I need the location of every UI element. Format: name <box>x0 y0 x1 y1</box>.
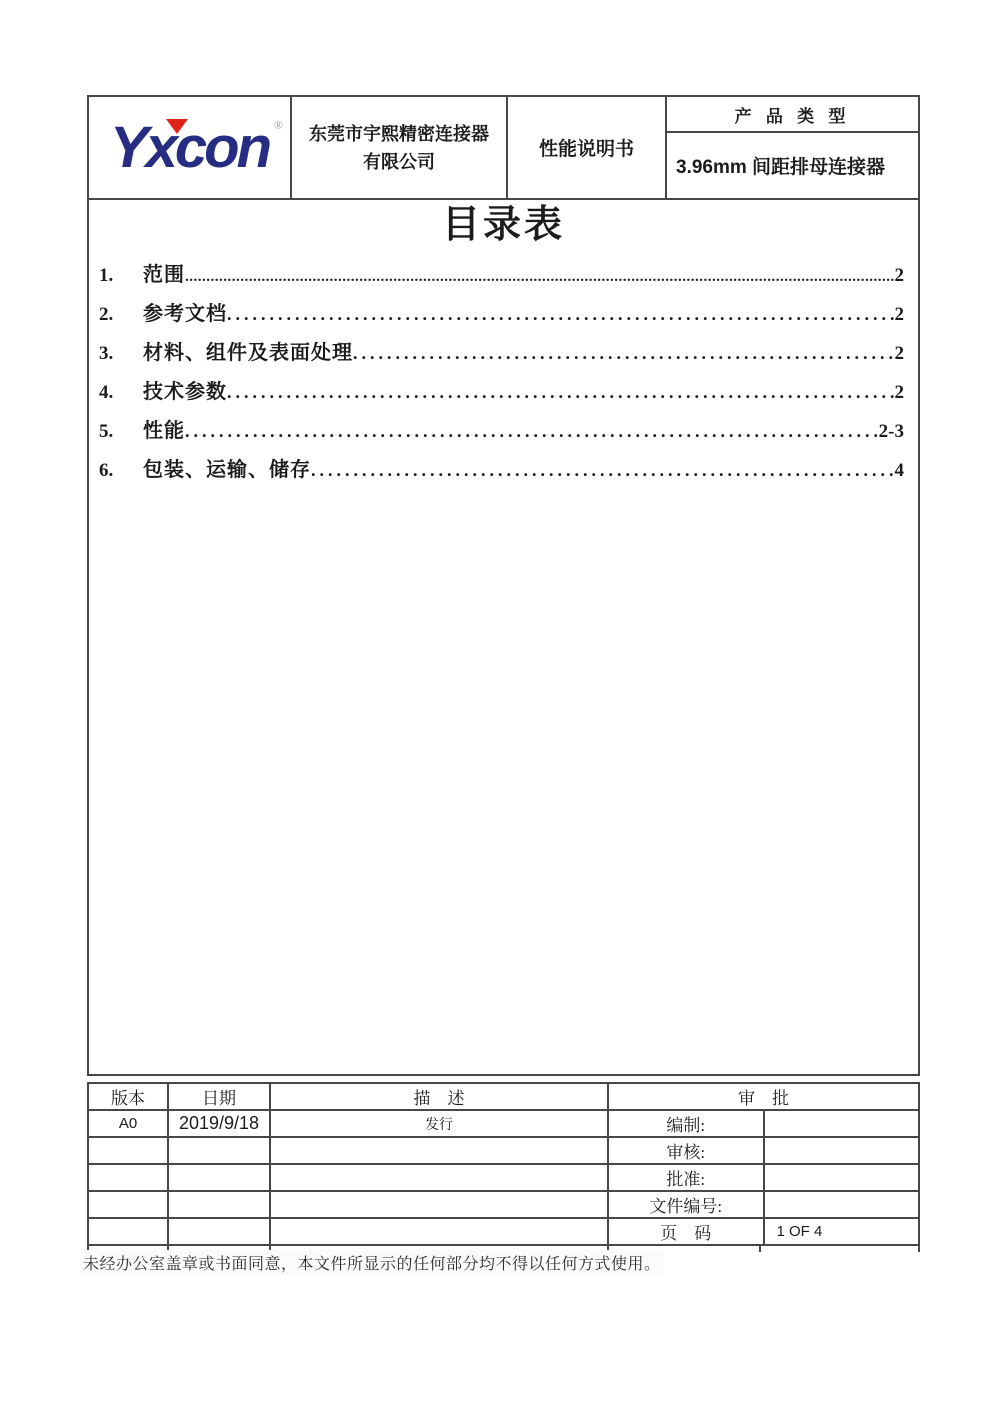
version-header: 版本 <box>88 1083 168 1110</box>
page-number-value-cell: 1 OF 4 <box>764 1218 920 1245</box>
toc-list <box>89 258 918 492</box>
revision-header-row <box>88 1083 919 1110</box>
version-cell: A0 <box>88 1110 168 1137</box>
toc-entry-page: 2-3 <box>878 421 904 442</box>
toc-entry-page: 4 <box>894 460 904 481</box>
version-cell <box>88 1218 168 1245</box>
page-number-label-cell: 页 码 <box>608 1218 764 1245</box>
toc-dot-leader <box>227 382 895 403</box>
toc-entry-label: 技术参数 <box>143 381 227 403</box>
toc-entry-number: 6. <box>99 460 114 481</box>
approval-label-cell: 编制: <box>608 1110 764 1137</box>
toc-entry-materials <box>89 336 918 375</box>
description-cell <box>270 1191 608 1218</box>
version-cell <box>88 1137 168 1164</box>
toc-entry-label: 参考文档 <box>143 303 227 325</box>
date-cell <box>168 1137 270 1164</box>
toc-dot-leader <box>353 343 895 364</box>
toc-entry-packaging <box>89 453 918 492</box>
approval-label-cell: 文件编号: <box>608 1191 764 1218</box>
description-cell: 发行 <box>270 1110 608 1137</box>
company-name-line1: 东莞市宇熙精密连接器 <box>309 123 489 144</box>
description-cell <box>270 1218 608 1245</box>
table-row <box>88 1218 919 1245</box>
toc-entry-performance <box>89 414 918 453</box>
toc-dot-leader <box>185 269 895 286</box>
date-cell <box>168 1218 270 1245</box>
company-name-line2: 有限公司 <box>363 151 435 172</box>
toc-entry-number: 3. <box>99 343 114 364</box>
company-name-cell <box>290 97 506 198</box>
approval-header: 审 批 <box>608 1083 919 1110</box>
date-cell <box>168 1191 270 1218</box>
toc-entry-label: 范围 <box>143 264 185 286</box>
approval-value-cell <box>764 1137 920 1164</box>
toc-entry-page: 2 <box>894 382 904 403</box>
table-row <box>88 1110 919 1137</box>
toc-entry-number: 1. <box>99 265 114 286</box>
toc-dot-leader <box>185 421 879 442</box>
toc-dot-leader <box>227 304 895 325</box>
toc-dot-leader <box>311 460 895 481</box>
toc-entry-page: 2 <box>894 304 904 325</box>
doc-type-cell <box>506 97 665 198</box>
logo-text: Yxcon <box>109 114 270 180</box>
toc-entry-page: 2 <box>894 265 904 286</box>
toc-entry-number: 5. <box>99 421 114 442</box>
approval-value-cell <box>764 1164 920 1191</box>
toc-entry-label: 包装、运输、储存 <box>143 459 311 481</box>
header-table <box>87 95 920 200</box>
approval-label-cell: 批准: <box>608 1164 764 1191</box>
product-type-cell <box>665 97 918 198</box>
company-logo <box>109 114 284 180</box>
toc-entry-page: 2 <box>894 343 904 364</box>
toc-entry-label: 材料、组件及表面处理 <box>143 342 353 364</box>
logo-cell <box>89 97 290 198</box>
toc-entry-number: 4. <box>99 382 114 403</box>
toc-entry-references <box>89 297 918 336</box>
product-name: 3.96mm 间距排母连接器 <box>676 157 886 178</box>
description-cell <box>270 1164 608 1191</box>
toc-box <box>87 200 920 1076</box>
registered-trademark-icon: ® <box>273 117 284 132</box>
description-header: 描 述 <box>270 1083 608 1110</box>
description-cell <box>270 1137 608 1164</box>
revision-table <box>87 1082 920 1246</box>
logo-triangle-icon <box>166 119 188 134</box>
table-row <box>88 1191 919 1218</box>
toc-entry-label: 性能 <box>143 420 185 442</box>
toc-entry-scope <box>89 258 918 297</box>
toc-entry-technical-parameters <box>89 375 918 414</box>
product-type-header: 产 品 类 型 <box>667 97 918 133</box>
table-row <box>88 1137 919 1164</box>
footer-disclaimer: 未经办公室盖章或书面同意，本文件所显示的任何部分均不得以任何方式使用。 <box>80 1250 664 1275</box>
approval-label-cell: 审核: <box>608 1137 764 1164</box>
table-row <box>88 1164 919 1191</box>
date-cell: 2019/9/18 <box>168 1110 270 1137</box>
version-cell <box>88 1164 168 1191</box>
version-cell <box>88 1191 168 1218</box>
approval-value-cell <box>764 1191 920 1218</box>
toc-title: 目录表 <box>441 204 565 246</box>
doc-type-label: 性能说明书 <box>538 139 634 160</box>
date-header: 日期 <box>168 1083 270 1110</box>
approval-value-cell <box>764 1110 920 1137</box>
toc-entry-number: 2. <box>99 304 114 325</box>
date-cell <box>168 1164 270 1191</box>
